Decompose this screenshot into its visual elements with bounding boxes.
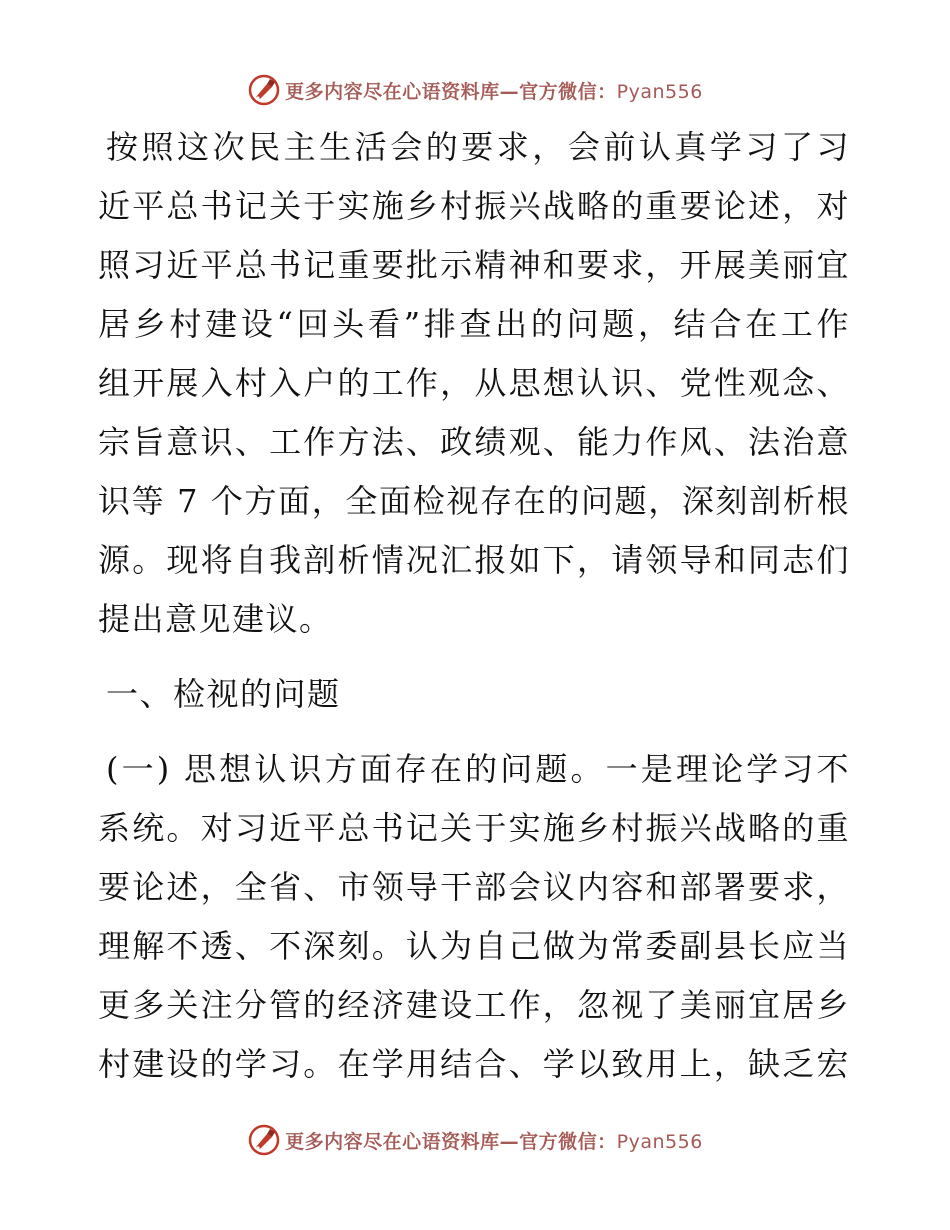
section-heading: 一、检视的问题 (106, 675, 341, 713)
paragraph-line: 更多关注分管的经济建设工作，忽视了美丽宜居乡 (98, 986, 850, 1024)
paragraph-line: 识等 7 个方面，全面检视存在的问题，深刻剖析根 (98, 482, 850, 520)
footer-handle: Pyan556 (616, 1130, 703, 1153)
header-banner-text: 更多内容尽在心语资料库—官方微信：Pyan556 (285, 80, 703, 103)
paragraph-line: 组开展入村入户的工作，从思想认识、党性观念、 (98, 364, 850, 402)
paragraph-line: 按照这次民主生活会的要求，会前认真学习了习 (106, 128, 850, 166)
paragraph-line: 系统。对习近平总书记关于实施乡村振兴战略的重 (98, 809, 850, 847)
header-handle: Pyan556 (616, 80, 703, 103)
footer-banner (0, 1120, 950, 1160)
header-banner (0, 70, 950, 110)
paragraph-line: 近平总书记关于实施乡村振兴战略的重要论述，对 (98, 187, 850, 225)
paragraph-line: (一) 思想认识方面存在的问题。一是理论学习不 (106, 750, 850, 788)
paragraph-line: 源。现将自我剖析情况汇报如下，请领导和同志们 (98, 541, 850, 579)
footer-banner-text: 更多内容尽在心语资料库—官方微信：Pyan556 (285, 1130, 703, 1153)
pen-nib-logo-icon (247, 1123, 281, 1157)
paragraph-line: 照习近平总书记重要批示精神和要求，开展美丽宜 (98, 246, 850, 284)
document-body (98, 118, 850, 1094)
paragraph-line: 提出意见建议。 (98, 600, 333, 638)
paragraph-line: 居乡村建设“回头看”排查出的问题，结合在工作 (98, 305, 850, 343)
paragraph-1 (98, 118, 850, 649)
pen-nib-logo-icon (247, 73, 281, 107)
paragraph-line: 宗旨意识、工作方法、政绩观、能力作风、法治意 (98, 423, 850, 461)
paragraph-line: 村建设的学习。在学用结合、学以致用上，缺乏宏 (98, 1045, 850, 1083)
paragraph-line: 要论述，全省、市领导干部会议内容和部署要求， (98, 868, 850, 906)
paragraph-line: 理解不透、不深刻。认为自己做为常委副县长应当 (98, 927, 850, 965)
paragraph-2 (98, 740, 850, 1094)
